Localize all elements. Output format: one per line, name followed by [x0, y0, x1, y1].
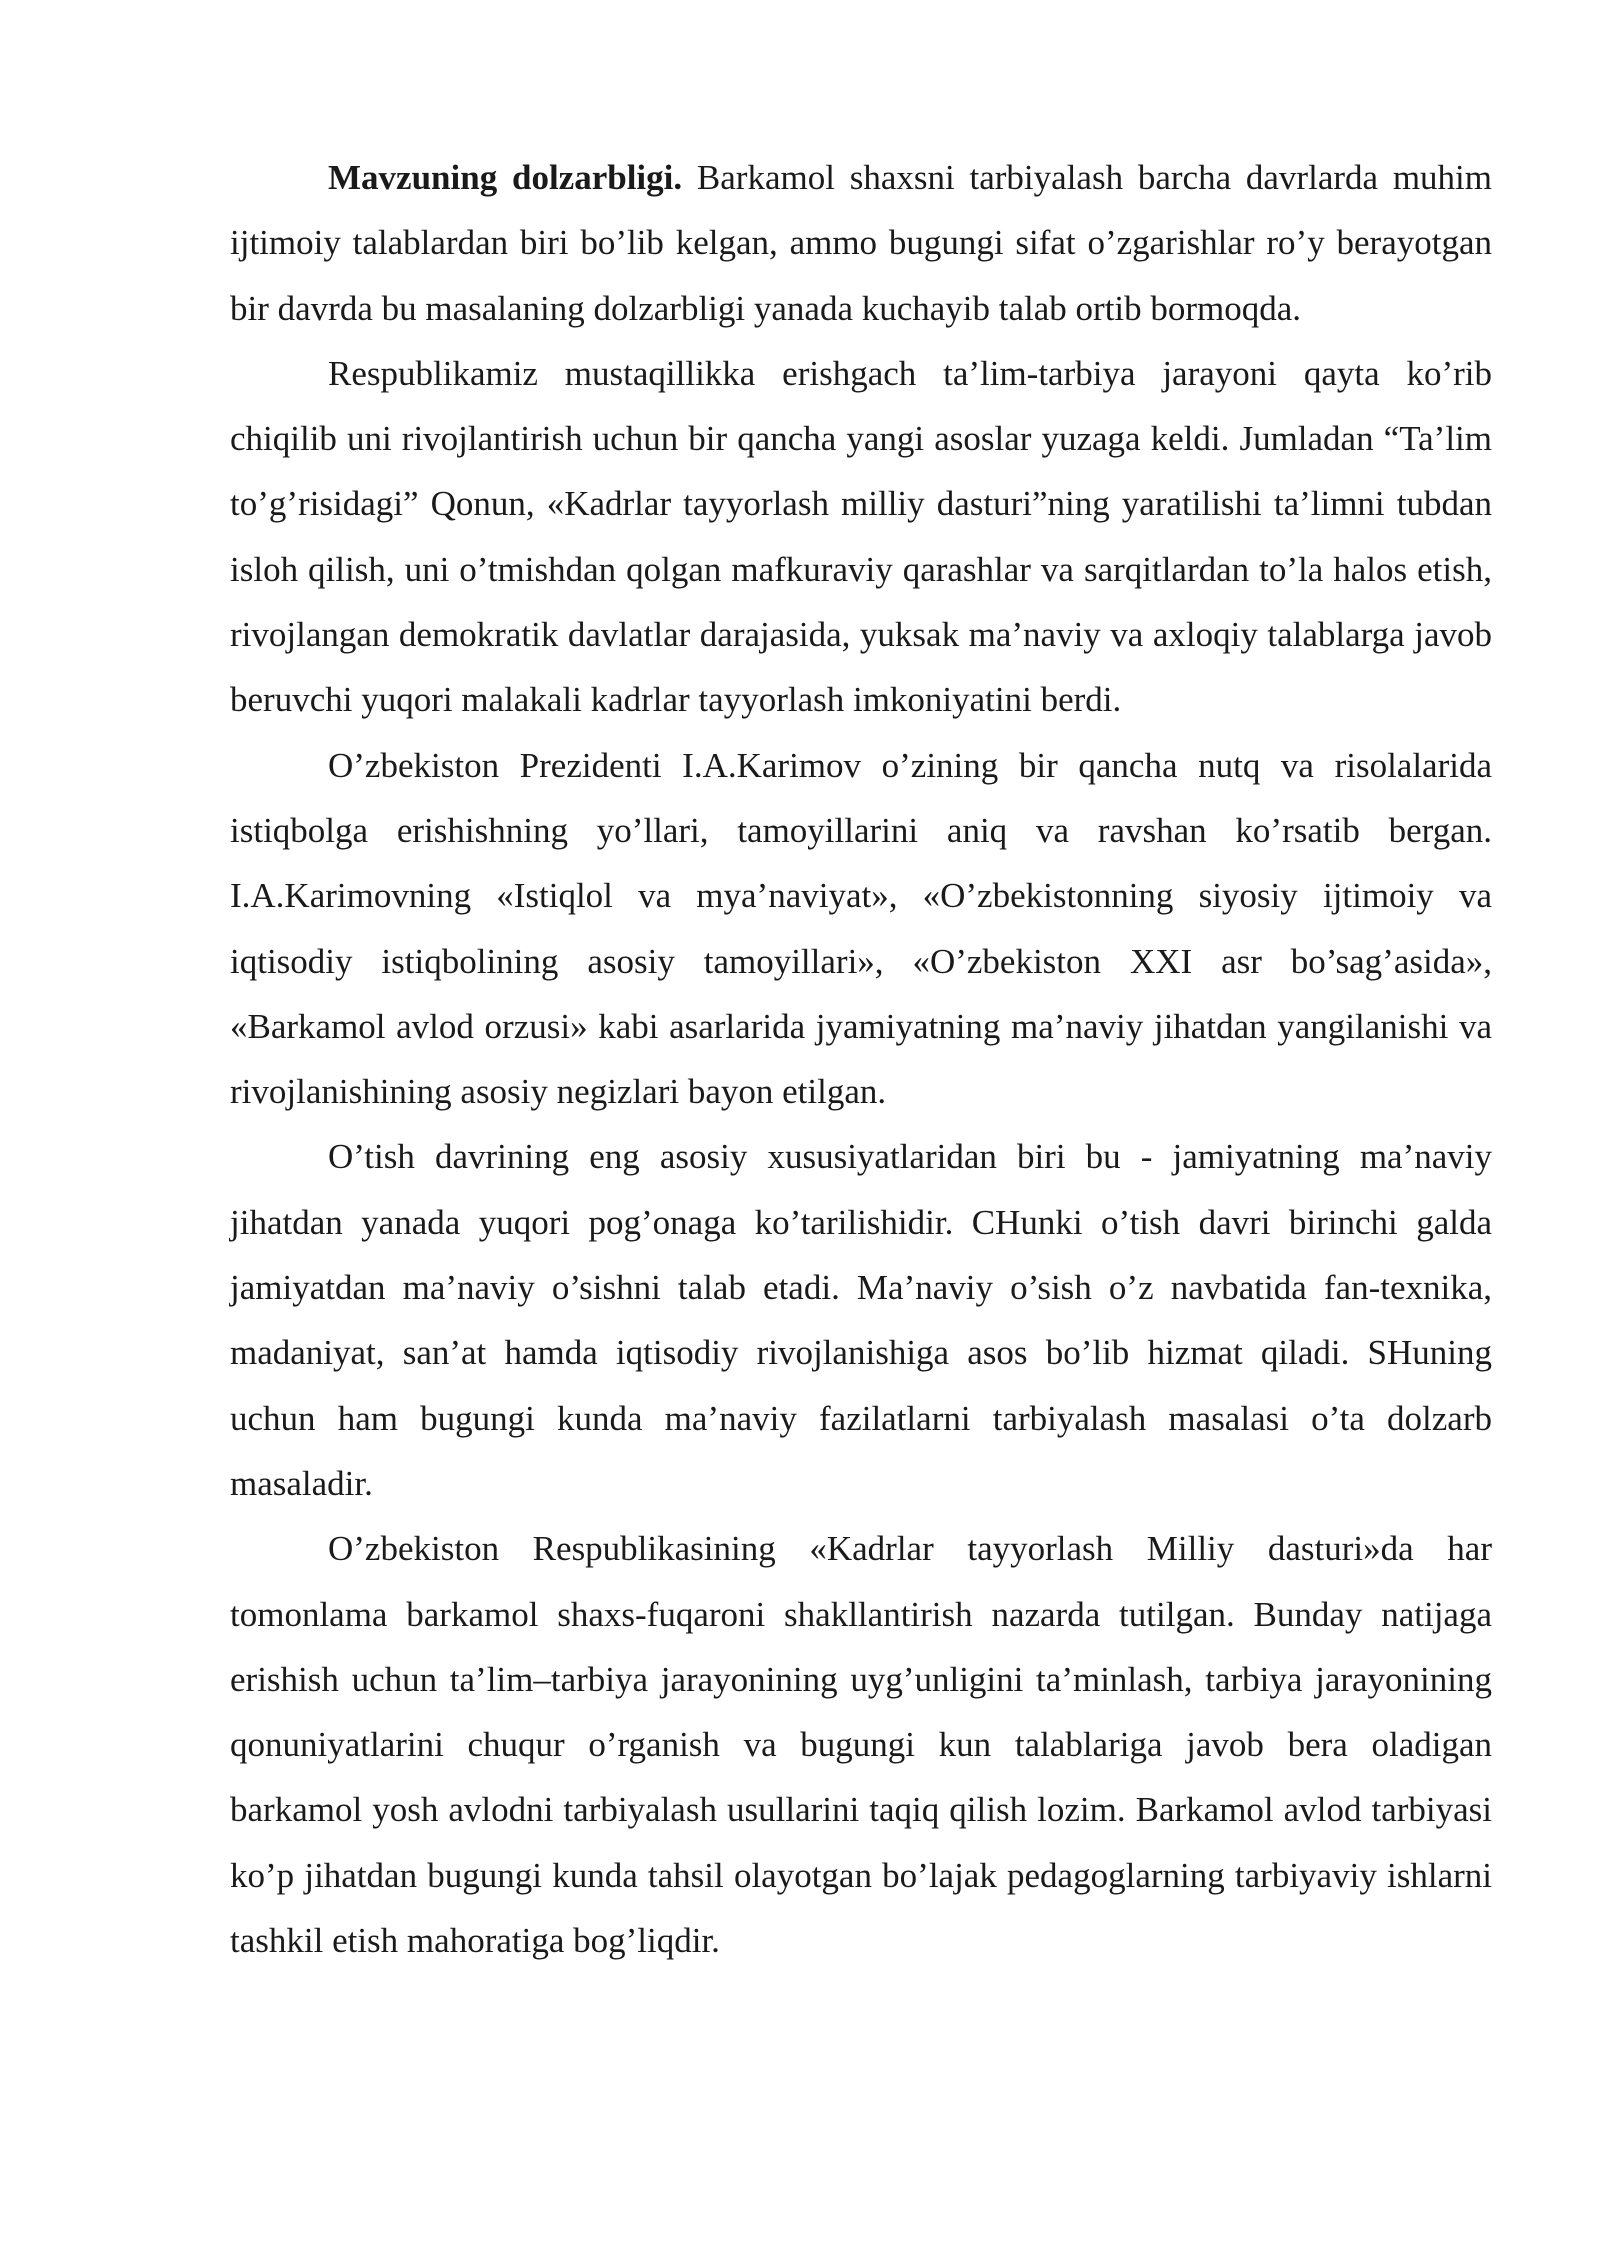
paragraph-text: O’zbekiston Prezidenti I.A.Karimov o’zining bir qancha nutq va risolalarida istiqbolga erishishning yo’llari, tamoyillarini aniq va ravshan ko’rsatib bergan. I.A.Karimovning «Istiqlol va mya’naviyat», «O’zbekistonning siyosiy ijtimoiy va iqtisodiy istiqbolining asosiy tamoyillari», «O’zbekiston XXI asr bo’sag’asida», «Barkamol avlod orzusi» kabi asarlarida jyamiyatning ma’naviy jihatdan yangilanishi va rivojlanishining asosiy negizlari bayon etilgan.: [230, 745, 1492, 1112]
section-heading: Mavzuning dolzarbligi.: [328, 158, 683, 197]
paragraph-relevance: [230, 145, 1492, 341]
document-page: [230, 145, 1492, 1973]
paragraph-text: O’zbekiston Respublikasining «Kadrlar tayyorlash Milliy dasturi»da har tomonlama barkamol shaxs-fuqaroni shakllantirish nazarda tutilgan. Bunday natijaga erishish uchun ta’lim–tarbiya jarayonining uyg’unligini ta’minlash, tarbiya jarayonining qonuniyatlarini chuqur o’rganish va bugungi kun talablariga javob bera oladigan barkamol yosh avlodni tarbiyalash usullarini taqiq qilish lozim. Barkamol avlod tarbiyasi ko’p jihatdan bugungi kunda tahsil olayotgan bo’lajak pedagoglarning tarbiyaviy ishlarni tashkil etish mahoratiga bog’liqdir.: [230, 1529, 1492, 1961]
paragraph-independence: [230, 341, 1492, 733]
paragraph-national-program: [230, 1516, 1492, 1973]
paragraph-president: [230, 733, 1492, 1125]
paragraph-transition: [230, 1124, 1492, 1516]
paragraph-text: Barkamol shaxsni tarbiyalash barcha davrlarda muhim ijtimoiy talablardan biri bo’lib kelgan, ammo bugungi sifat o’zgarishlar ro’y berayotgan bir davrda bu masalaning dolzarbligi yanada kuchayib talab ortib bormoqda.: [230, 158, 1493, 328]
paragraph-text: Respublikamiz mustaqillikka erishgach ta’lim-tarbiya jarayoni qayta ko’rib chiqilib uni rivojlantirish uchun bir qancha yangi asoslar yuzaga keldi. Jumladan “Ta’lim to’g’risidagi” Qonun, «Kadrlar tayyorlash milliy dasturi”ning yaratilishi ta’limni tubdan isloh qilish, uni o’tmishdan qolgan mafkuraviy qarashlar va sarqitlardan to’la halos etish, rivojlangan demokratik davlatlar darajasida, yuksak ma’naviy va axloqiy talablarga javob beruvchi yuqori malakali kadrlar tayyorlash imkoniyatini berdi.: [230, 353, 1492, 720]
paragraph-text: O’tish davrining eng asosiy xususiyatlaridan biri bu - jamiyatning ma’naviy jihatdan yanada yuqori pog’onaga ko’tarilishidir. CHunki o’tish davri birinchi galda jamiyatdan ma’naviy o’sishni talab etadi. Ma’naviy o’sish o’z navbatida fan-texnika, madaniyat, san’at hamda iqtisodiy rivojlanishiga asos bo’lib hizmat qiladi. SHuning uchun ham bugungi kunda ma’naviy fazilatlarni tarbiyalash masalasi o’ta dolzarb masaladir.: [230, 1137, 1492, 1503]
